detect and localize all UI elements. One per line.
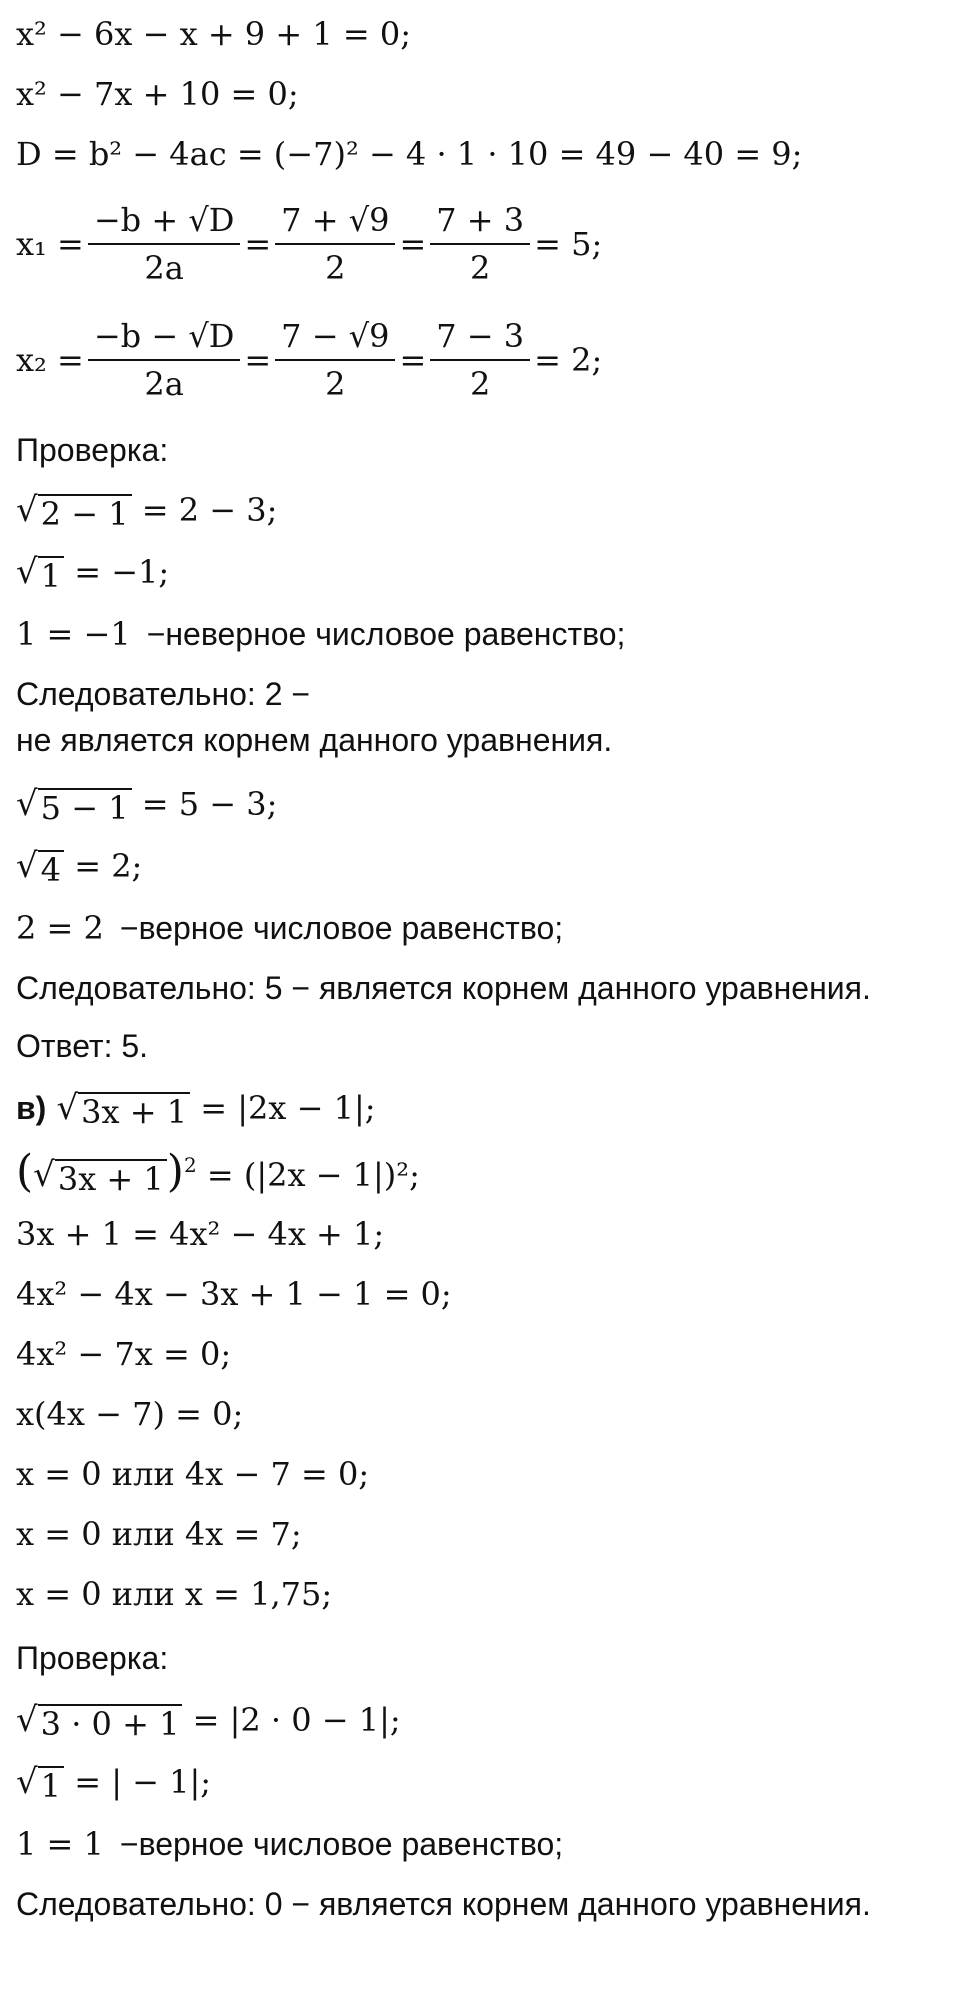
check-heading: Проверка: (16, 1640, 169, 1676)
discriminant-line: D = b² − 4ac = (−7)² − 4 · 1 · 10 = 49 − 40 = 9; (16, 135, 803, 173)
conclusion-line: Следовательно: 0 − является корнем данного уравнения. (16, 1886, 871, 1922)
conclusion-line: Следовательно: 2 − (16, 676, 311, 712)
sqrt: √ 1 (16, 553, 64, 594)
equation-line: x² − 7x + 10 = 0; (16, 75, 299, 113)
sqrt: √ 3 · 0 + 1 (16, 1701, 182, 1742)
fraction: $\frac{7 + 3}{2}$ (430, 201, 530, 287)
fraction: $\frac{-b - √D}{2a}$ (88, 317, 241, 403)
equation-line: x² − 6x − x + 9 + 1 = 0; (16, 15, 411, 53)
sqrt: √ 3x + 1 (57, 1089, 191, 1130)
fraction: $\frac{7 + √9}{2}$ (275, 201, 395, 287)
conclusion-line: не является корнем данного уравнения. (16, 722, 613, 758)
check-line: √ 1 = | − 1|; (16, 1762, 212, 1805)
check-line: √ 4 = 2; (16, 846, 143, 889)
conclusion-line: Следовательно: 5 − является корнем данного уравнения. (16, 970, 871, 1006)
check-line: √ 5 − 1 = 5 − 3; (16, 784, 278, 827)
equation-line: ( √ 3x + 1 )$^2$ = (|2x − 1|)²; (16, 1146, 420, 1198)
fraction: $\frac{-b + √D}{2a}$ (88, 201, 241, 287)
root-label: x₁ (16, 225, 47, 263)
check-line: √ 1 = −1; (16, 552, 170, 595)
equation-line: x = 0 или 4x = 7; (16, 1515, 302, 1553)
sqrt: √ 2 − 1 (16, 491, 132, 532)
task-label: в) (16, 1090, 47, 1126)
check-line: √ 3 · 0 + 1 = |2 · 0 − 1|; (16, 1700, 401, 1743)
equation-line: 3x + 1 = 4x² − 4x + 1; (16, 1215, 385, 1253)
check-line: 1 = −1 −неверное числовое равенство; (16, 615, 626, 653)
fraction: $\frac{7 - √9}{2}$ (275, 317, 395, 403)
root-x1-line: x₁ = $\frac{-b + √D}{2a}$ = $\frac{7 + √9}{2}$ = $\frac{7 + 3}{2}$ = 5; (16, 201, 603, 287)
check-line: 1 = 1 −верное числовое равенство; (16, 1825, 564, 1863)
fraction: $\frac{7 - 3}{2}$ (430, 317, 530, 403)
sqrt: √ 3x + 1 (33, 1156, 167, 1197)
sqrt: √ 4 (16, 847, 64, 888)
answer-line: Ответ: 5. (16, 1028, 149, 1064)
check-heading: Проверка: (16, 432, 169, 468)
sqrt: √ 5 − 1 (16, 785, 132, 826)
check-line: √ 2 − 1 = 2 − 3; (16, 490, 278, 533)
check-line: 2 = 2 −верное числовое равенство; (16, 909, 564, 947)
equation-line: 4x² − 4x − 3x + 1 − 1 = 0; (16, 1275, 452, 1313)
root-label: x₂ (16, 341, 47, 379)
root-x2-line: x₂ = $\frac{-b - √D}{2a}$ = $\frac{7 - √9}{2}$ = $\frac{7 - 3}{2}$ = 2; (16, 317, 603, 403)
task-v-line: в) √ 3x + 1 = |2x − 1|; (16, 1088, 376, 1131)
equation-line: x(4x − 7) = 0; (16, 1395, 244, 1433)
equation-line: x = 0 или x = 1,75; (16, 1575, 333, 1613)
sqrt: √ 1 (16, 1763, 64, 1804)
equation-line: 4x² − 7x = 0; (16, 1335, 232, 1373)
equation-line: x = 0 или 4x − 7 = 0; (16, 1455, 370, 1493)
